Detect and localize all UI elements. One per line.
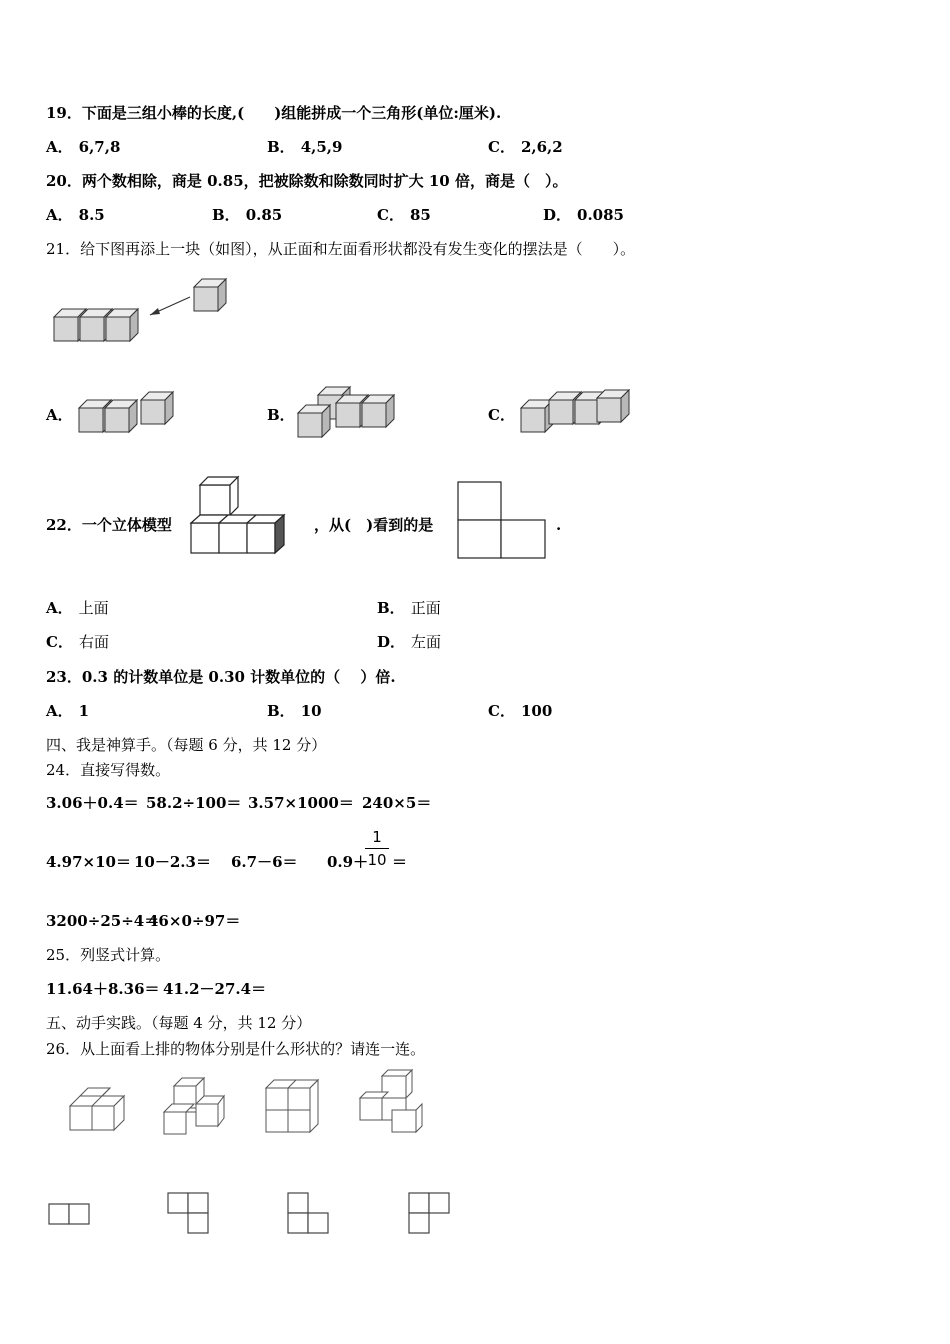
q20-option-a[interactable]: A． 8.5 — [46, 206, 105, 224]
q20-stem: 20．两个数相除，商是 0.85，把被除数和除数同时扩大 10 倍，商是（ ）。 — [46, 172, 568, 190]
q26-view-4[interactable] — [408, 1192, 452, 1236]
q24-stem: 24．直接写得数。 — [46, 761, 171, 779]
q20-option-b[interactable]: B． 0.85 — [212, 206, 283, 224]
q25-expr-2: 41.2－27.4＝ — [163, 980, 267, 998]
q23-option-c[interactable]: C． 100 — [488, 702, 553, 720]
fraction-bar — [365, 848, 389, 849]
q19-option-c[interactable]: C． 2,6,2 — [488, 138, 563, 156]
q26-object-4[interactable] — [358, 1070, 426, 1136]
q22-model-figure — [190, 475, 300, 557]
q24-expr-6: 10－2.3＝ — [134, 853, 211, 871]
q24-fraction-equals: ＝ — [392, 853, 408, 871]
q21-stem: 21．给下图再添上一块（如图），从正面和左面看形状都没有发生变化的摆法是（ ）。 — [46, 240, 636, 258]
q26-view-1[interactable] — [48, 1203, 92, 1227]
q22-option-a[interactable]: A． 上面 — [46, 599, 109, 617]
q24-expr-4: 240×5＝ — [362, 794, 432, 812]
q24-expr-8: 0.9＋ — [327, 853, 369, 871]
q19-option-a[interactable]: A． 6,7,8 — [46, 138, 121, 156]
q26-view-2[interactable] — [167, 1192, 211, 1236]
q26-stem: 26．从上面看上排的物体分别是什么形状的？请连一连。 — [46, 1040, 426, 1058]
q26-object-2[interactable] — [162, 1076, 226, 1138]
q24-expr-5: 4.97×10＝ — [46, 853, 131, 871]
fraction-denominator: 10 — [367, 851, 387, 869]
section-5-heading: 五、动手实践。（每题 4 分，共 12 分） — [46, 1014, 312, 1032]
q20-option-d[interactable]: D． 0.085 — [543, 206, 624, 224]
q26-object-3[interactable] — [264, 1078, 324, 1136]
q20-option-c[interactable]: C． 85 — [377, 206, 431, 224]
q22-view-figure — [457, 481, 549, 561]
q24-expr-10: 46×0÷97＝ — [148, 912, 241, 930]
q22-option-d[interactable]: D． 左面 — [377, 633, 442, 651]
q24-expr-1: 3.06＋0.4＝ — [46, 794, 139, 812]
q21-figure-b — [296, 385, 406, 440]
q24-expr-3: 3.57×1000＝ — [248, 794, 354, 812]
q19-option-b[interactable]: B． 4,5,9 — [267, 138, 343, 156]
q21-figure-c — [519, 390, 629, 440]
q21-base-figure — [50, 275, 230, 350]
q22-option-b[interactable]: B． 正面 — [377, 599, 441, 617]
q24-expr-7: 6.7－6＝ — [231, 853, 298, 871]
q21-option-c[interactable]: C． — [488, 406, 515, 424]
q25-expr-1: 11.64＋8.36＝ — [46, 980, 160, 998]
q22-stem-prefix: 22．一个立体模型 — [46, 516, 172, 534]
q26-object-1[interactable] — [68, 1088, 128, 1136]
q21-figure-a — [77, 390, 187, 435]
fraction-numerator: 1 — [372, 828, 382, 846]
q24-expr-9: 3200÷25÷4＝ — [46, 912, 160, 930]
q23-option-a[interactable]: A． 1 — [46, 702, 90, 720]
q26-view-3[interactable] — [287, 1192, 331, 1236]
q22-option-c[interactable]: C． 右面 — [46, 633, 109, 651]
q21-option-b[interactable]: B． — [267, 406, 295, 424]
q23-stem: 23．0.3 的计数单位是 0.30 计数单位的（ ）倍. — [46, 668, 396, 686]
section-4-heading: 四、我是神算手。（每题 6 分，共 12 分） — [46, 736, 327, 754]
q19-stem: 19．下面是三组小棒的长度,( )组能拼成一个三角形(单位:厘米). — [46, 104, 502, 122]
q24-fraction — [365, 828, 389, 869]
q24-expr-2: 58.2÷100＝ — [146, 794, 242, 812]
q22-stem-suffix: . — [556, 516, 562, 534]
q23-option-b[interactable]: B． 10 — [267, 702, 322, 720]
q25-stem: 25．列竖式计算。 — [46, 946, 171, 964]
q21-option-a[interactable]: A． — [46, 406, 73, 424]
q22-stem-middle: ，从( )看到的是 — [314, 516, 434, 534]
